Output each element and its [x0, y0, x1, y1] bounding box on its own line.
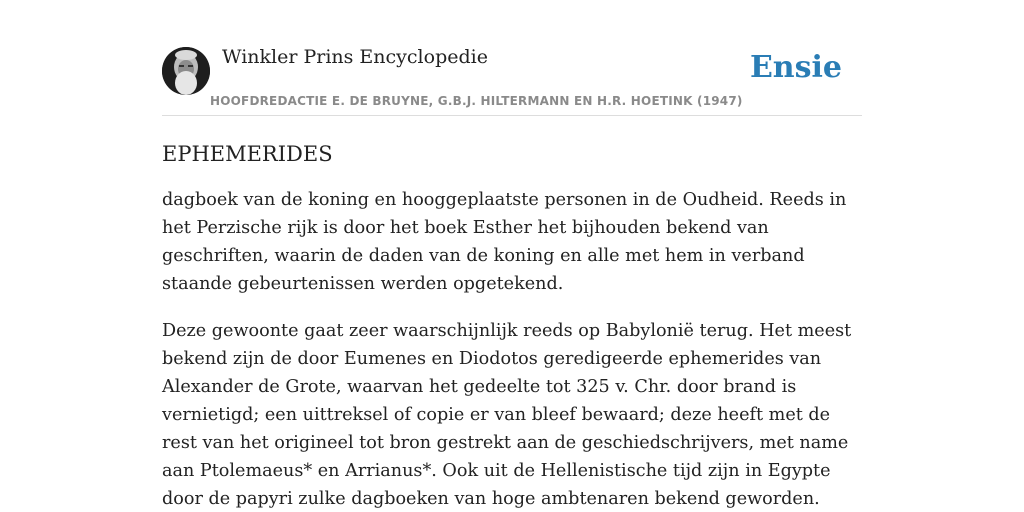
brand-logo[interactable]: Ensie: [749, 50, 842, 85]
portrait-icon: [162, 47, 210, 95]
article-paragraph-2: Deze gewoonte gaat zeer waarschijnlijk reeds op Babylonië terug. Het meest bekend zijn de door Eumenes en Diodotos geredigeerde ephemerides van Alexander de Grote, waarvan het gedeelte tot 325 v. Chr. door brand is vernietigd; een uittreksel of copie er van bleef bewaard; deze heeft met de rest van het origineel tot bron gestrekt aan de geschiedschrijvers, met name aan Ptolemaeus* en Arrianus*. Ook uit de Hellenistische tijd zijn in Egypte door de papyri zulke dagboeken van hoge ambtenaren bekend geworden.: [162, 321, 852, 509]
avatar: [162, 47, 210, 95]
editors-subtitle: HOOFDREDACTIE E. DE BRUYNE, G.B.J. HILTERMANN EN H.R. HOETINK (1947): [210, 94, 743, 108]
article-paragraph-1: dagboek van de koning en hooggeplaatste personen in de Oudheid. Reeds in het Perzische rijk is door het boek Esther het bijhouden bekend van geschriften, waarin de daden van de koning en alle met hem in verband staande gebeurtenissen werden opgetekend.: [162, 190, 847, 294]
article: [162, 136, 866, 512]
article-title: EPHEMERIDES: [162, 142, 333, 166]
header: [162, 0, 862, 116]
site-title[interactable]: Winkler Prins Encyclopedie: [222, 46, 488, 68]
